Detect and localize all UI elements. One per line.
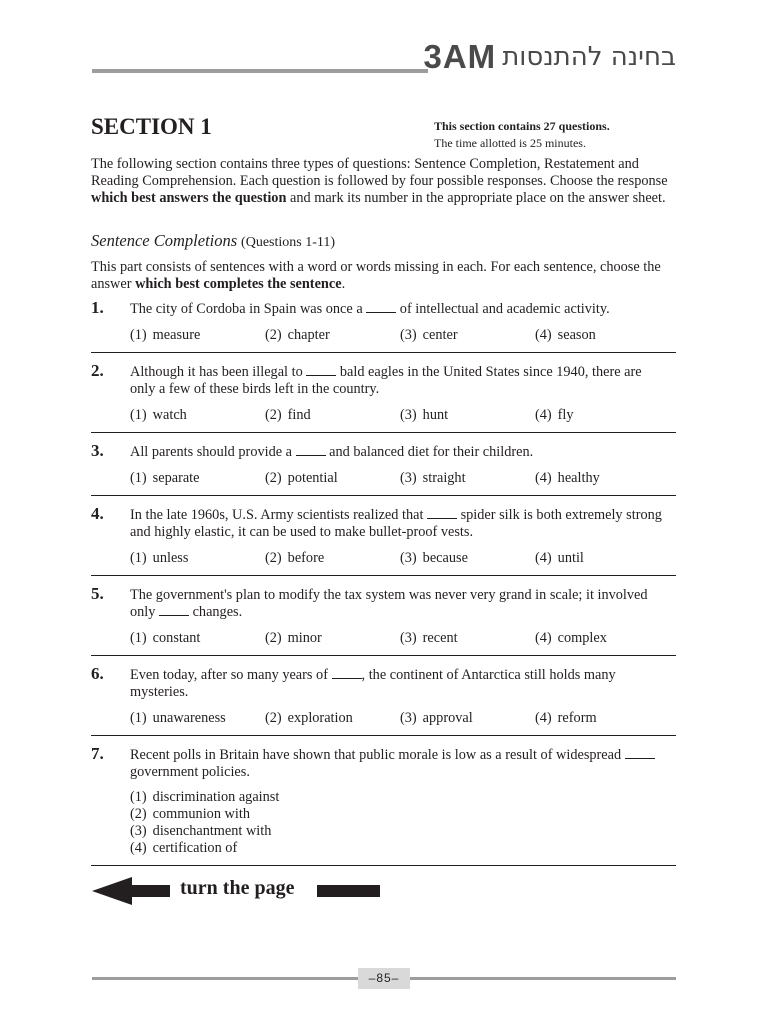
- exam-code: 3AM: [423, 38, 497, 75]
- option-3[interactable]: (3) straight: [400, 470, 466, 486]
- question-number: 3.: [91, 441, 104, 460]
- instructions-emphasis: which best answers the question: [91, 189, 287, 206]
- question-divider: [91, 352, 676, 353]
- option-1[interactable]: (1) constant: [130, 630, 201, 646]
- option-3[interactable]: (3) disenchantment with: [130, 823, 272, 839]
- option-1[interactable]: (1) discrimination against: [130, 789, 280, 805]
- footer-rule-right: [410, 977, 676, 980]
- question-number: 1.: [91, 298, 104, 317]
- question-count-note: This section contains 27 questions.: [434, 119, 610, 133]
- question-stem: The government's plan to modify the tax system was never very grand in scale; it involved only changes.: [130, 587, 648, 620]
- question-number: 7.: [91, 744, 104, 763]
- option-2[interactable]: (2) exploration: [265, 710, 353, 726]
- option-4[interactable]: (4) healthy: [535, 470, 600, 486]
- option-4[interactable]: (4) certification of: [130, 840, 238, 856]
- part-instructions: This part consists of sentences with a word or words missing in each. For each sentence, choose the answer which best completes the sentence.: [91, 259, 661, 292]
- question-stem: Recent polls in Britain have shown that public morale is low as a result of widespread government policies.: [130, 747, 670, 781]
- turn-page-label: turn the page: [180, 877, 295, 899]
- question-number: 4.: [91, 504, 104, 523]
- option-3[interactable]: (3) recent: [400, 630, 458, 646]
- option-3[interactable]: (3) hunt: [400, 407, 449, 423]
- option-2[interactable]: (2) chapter: [265, 327, 330, 343]
- page-number: –85–: [358, 968, 410, 989]
- option-2[interactable]: (2) find: [265, 407, 311, 423]
- answer-blank: [366, 303, 396, 313]
- option-4[interactable]: (4) fly: [535, 407, 574, 423]
- question-stem: All parents should provide a and balanced diet for their children.: [130, 444, 534, 460]
- question-divider: [91, 432, 676, 433]
- question-divider: [91, 495, 676, 496]
- question-number: 6.: [91, 664, 104, 683]
- option-3[interactable]: (3) approval: [400, 710, 473, 726]
- answer-blank: [306, 366, 336, 376]
- question-number: 5.: [91, 584, 104, 603]
- option-3[interactable]: (3) because: [400, 550, 468, 566]
- option-2[interactable]: (2) before: [265, 550, 325, 566]
- part-heading: [91, 231, 335, 251]
- part-instructions-emphasis: which best completes the sentence: [135, 275, 342, 292]
- footer-rule-left: [92, 977, 358, 980]
- answer-blank: [159, 606, 189, 616]
- option-2[interactable]: (2) potential: [265, 470, 338, 486]
- time-allotted-note: The time allotted is 25 minutes.: [434, 136, 586, 150]
- option-4[interactable]: (4) complex: [535, 630, 607, 646]
- option-1[interactable]: (1) unawareness: [130, 710, 226, 726]
- section-title: SECTION 1: [91, 114, 212, 139]
- part-title: Sentence Completions: [91, 231, 238, 250]
- answer-options: [130, 789, 279, 857]
- question-divider: [91, 865, 676, 866]
- header-title: [424, 38, 677, 76]
- question-stem: The city of Cordoba in Spain was once a of intellectual and academic activity.: [130, 301, 610, 317]
- option-4[interactable]: (4) season: [535, 327, 596, 343]
- answer-blank: [332, 669, 362, 679]
- question-stem: In the late 1960s, U.S. Army scientists realized that spider silk is both extremely strong and highly elastic, it can be used to make bullet-proof vests.: [130, 507, 662, 540]
- option-2[interactable]: (2) minor: [265, 630, 322, 646]
- option-4[interactable]: (4) reform: [535, 710, 597, 726]
- question-stem: Even today, after so many years of , the continent of Antarctica still holds many mysteries.: [130, 667, 616, 700]
- left-arrow-icon: [92, 877, 170, 905]
- option-3[interactable]: (3) center: [400, 327, 458, 343]
- option-1[interactable]: (1) measure: [130, 327, 201, 343]
- answer-blank: [427, 509, 457, 519]
- question-number: 2.: [91, 361, 104, 380]
- option-4[interactable]: (4) until: [535, 550, 584, 566]
- answer-blank: [296, 446, 326, 456]
- answer-blank: [625, 749, 655, 759]
- header-rule: [92, 69, 428, 73]
- question-stem: Although it has been illegal to bald eagles in the United States since 1940, there are only a few of these birds left in the country.: [130, 364, 642, 397]
- option-1[interactable]: (1) separate: [130, 470, 200, 486]
- option-1[interactable]: (1) unless: [130, 550, 189, 566]
- hebrew-title: בחינה להתנסות: [502, 42, 676, 72]
- section-instructions: The following section contains three types of questions: Sentence Completion, Restatement and Reading Comprehension. Each question is followed by four possible responses. Choose the response which best answers the question and mark its number in the appropriate place on the answer sheet.: [91, 156, 668, 206]
- turn-page-bar: [317, 885, 380, 897]
- option-2[interactable]: (2) communion with: [130, 806, 250, 822]
- question-divider: [91, 735, 676, 736]
- section-info: [434, 118, 610, 152]
- question-range: (Questions 1-11): [241, 235, 336, 250]
- option-1[interactable]: (1) watch: [130, 407, 187, 423]
- question-divider: [91, 575, 676, 576]
- question-divider: [91, 655, 676, 656]
